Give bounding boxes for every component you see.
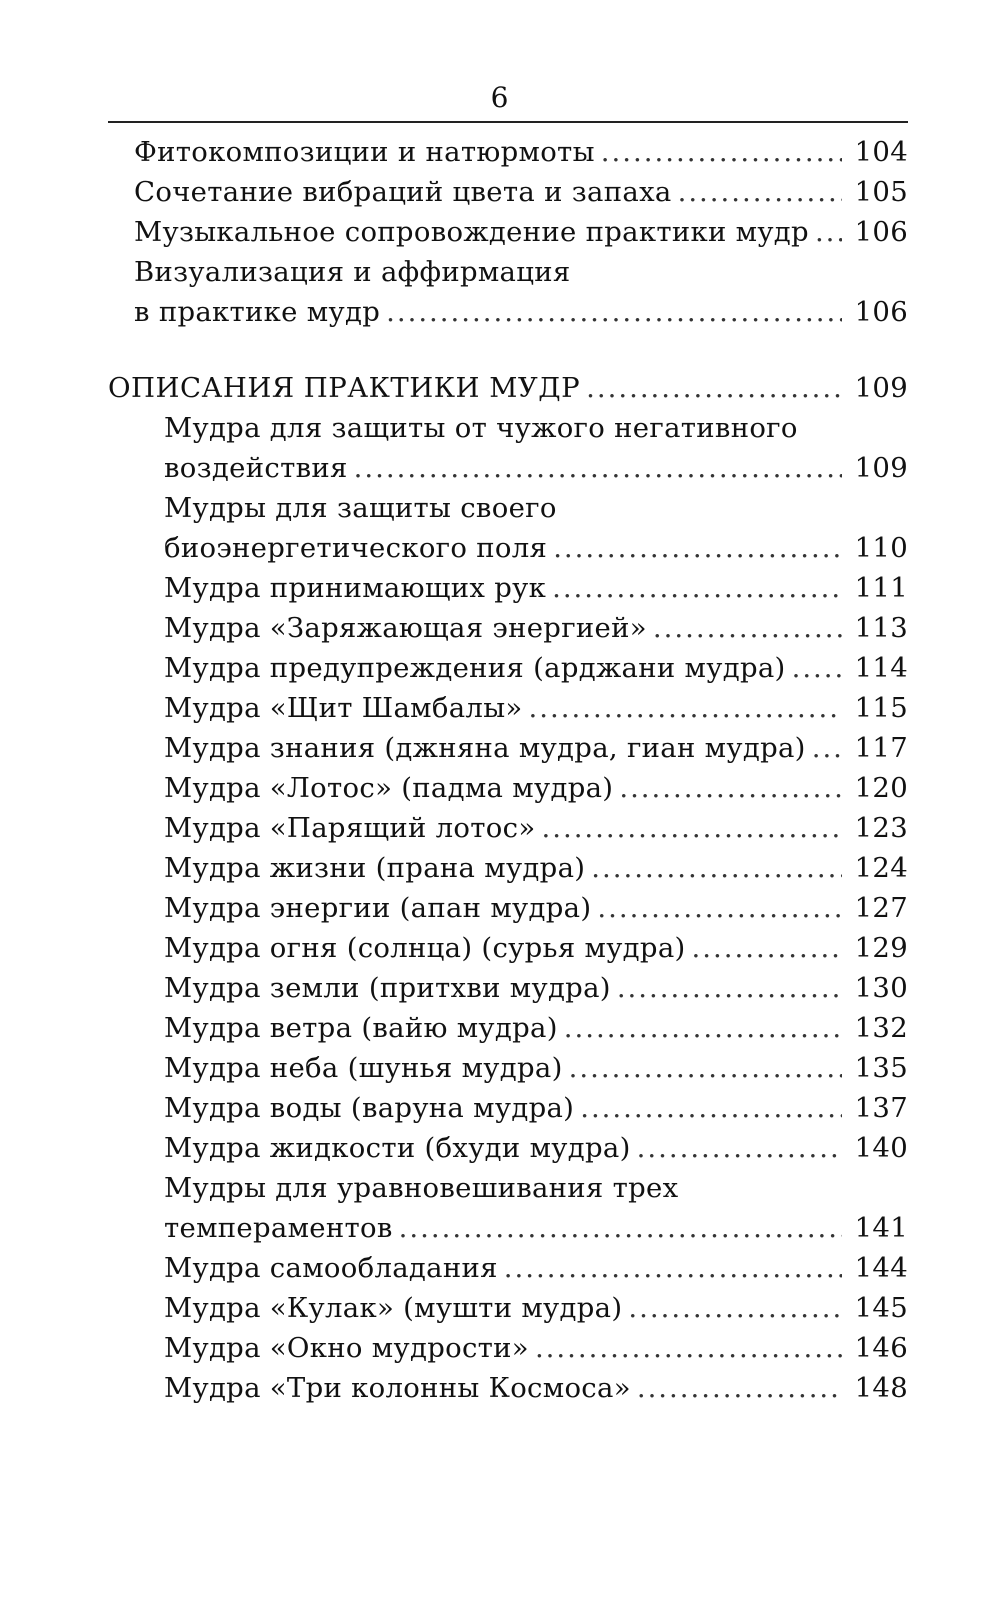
toc-entry-title: Мудра самообладания: [164, 1252, 498, 1284]
toc-entry-title: темпераментов: [164, 1212, 393, 1244]
toc-entry-title: Мудра «Заряжающая энергией»: [164, 612, 647, 644]
toc-entry-title: Сочетание вибраций цвета и запаха: [134, 176, 672, 208]
toc-entry: [108, 488, 908, 568]
toc-entry: [108, 1088, 908, 1128]
toc-entry-title: воздействия: [164, 452, 348, 484]
toc-entry-title: биоэнергетического поля: [164, 532, 548, 564]
toc-entry-line: [164, 1328, 908, 1368]
toc-entry-line: [164, 808, 908, 848]
dot-leader: [597, 888, 842, 928]
toc-entry-line: [164, 688, 908, 728]
toc-entry: [108, 1128, 908, 1168]
dot-leader: [569, 1048, 842, 1088]
toc-entry-line: [164, 568, 908, 608]
toc-entry-line: [164, 888, 908, 928]
toc-entry-title: Мудра «Лотос» (падма мудра): [164, 772, 614, 804]
dot-leader: [553, 528, 842, 568]
toc-entry-title: Мудра для защиты от чужого негативного: [164, 412, 798, 444]
toc-entry-line: [164, 1008, 908, 1048]
toc-page-number: 129: [854, 932, 908, 964]
toc-page-number: 141: [854, 1212, 908, 1244]
toc-entry-line: [164, 488, 908, 528]
dot-leader: [535, 1328, 842, 1368]
toc-entry-line: [164, 1088, 908, 1128]
toc-entry-line: [164, 1048, 908, 1088]
toc-entry: [108, 1048, 908, 1088]
dot-leader: [399, 1208, 842, 1248]
toc-page-number: 111: [854, 572, 908, 604]
toc-entry: [108, 1168, 908, 1248]
toc-entry-title: Визуализация и аффирмация: [134, 256, 571, 288]
toc-entry-line: [134, 172, 908, 212]
toc-entry-title: Мудра ветра (вайю мудра): [164, 1012, 558, 1044]
dot-leader: [564, 1008, 842, 1048]
toc-entry-line: [164, 968, 908, 1008]
toc-entry-line: [164, 728, 908, 768]
toc-entry-line: [164, 528, 908, 568]
toc-entry-title: Мудра знания (джняна мудра, гиан мудра): [164, 732, 806, 764]
toc-entry-line: [164, 1368, 908, 1408]
toc-entry: [108, 968, 908, 1008]
toc-page-number: 120: [854, 772, 908, 804]
toc-page-number: 137: [854, 1092, 908, 1124]
dot-leader: [580, 1088, 842, 1128]
toc-page-number: 106: [854, 296, 908, 328]
toc-entry: [108, 212, 908, 252]
dot-leader: [619, 768, 842, 808]
toc-page-number: 109: [854, 372, 908, 404]
toc-page-number: 146: [854, 1332, 908, 1364]
toc-page-number: 109: [854, 452, 908, 484]
toc-entry-line: [164, 1128, 908, 1168]
toc-entry: [108, 688, 908, 728]
toc-page-number: 115: [854, 692, 908, 724]
toc-page-number: 114: [854, 652, 908, 684]
toc-page-number: 110: [854, 532, 908, 564]
toc-page-number: 123: [854, 812, 908, 844]
dot-leader: [529, 688, 842, 728]
dot-leader: [628, 1288, 842, 1328]
header-rule: [108, 121, 908, 123]
dot-leader: [601, 132, 842, 172]
toc-entry-line: [164, 648, 908, 688]
toc-entry-line: [164, 608, 908, 648]
toc-page-number: 105: [854, 176, 908, 208]
toc-entry-line: [164, 1208, 908, 1248]
toc-entry-title: Мудры для защиты своего: [164, 492, 557, 524]
toc-entry-title: Мудра «Окно мудрости»: [164, 1332, 529, 1364]
toc-entry: [108, 1008, 908, 1048]
toc-entry: [108, 172, 908, 212]
toc-entry-title: Мудра земли (притхви мудра): [164, 972, 611, 1004]
toc-page-number: 117: [854, 732, 908, 764]
toc-entry-line: [134, 132, 908, 172]
toc-entry-title: Мудра жизни (прана мудра): [164, 852, 586, 884]
toc-entry-line: [164, 1248, 908, 1288]
toc-page-number: 104: [854, 136, 908, 168]
toc-entry-title: Мудра предупреждения (арджани мудра): [164, 652, 786, 684]
toc-entry: [108, 768, 908, 808]
toc-page-number: 127: [854, 892, 908, 924]
toc-entry-line: [134, 212, 908, 252]
toc-entry: [108, 1288, 908, 1328]
dot-leader: [617, 968, 842, 1008]
toc-entry-line: [164, 928, 908, 968]
toc-page-number: 145: [854, 1292, 908, 1324]
toc-page-number: 132: [854, 1012, 908, 1044]
toc-entry-line: [134, 292, 908, 332]
toc-entry-title: Мудра «Щит Шамбалы»: [164, 692, 523, 724]
dot-leader: [692, 928, 842, 968]
dot-leader: [678, 172, 842, 212]
toc-entry-title: Мудра «Кулак» (мушти мудра): [164, 1292, 623, 1324]
dot-leader: [653, 608, 842, 648]
dot-leader: [637, 1128, 842, 1168]
toc-entry-title: ОПИСАНИЯ ПРАКТИКИ МУДР: [108, 372, 581, 404]
toc-page-number: 124: [854, 852, 908, 884]
dot-leader: [812, 728, 842, 768]
toc-page-number: 113: [854, 612, 908, 644]
toc-entry: [108, 728, 908, 768]
toc-entry-title: Мудра воды (варуна мудра): [164, 1092, 575, 1124]
toc-entry-title: Мудра неба (шунья мудра): [164, 1052, 563, 1084]
toc-entry-title: Мудра «Три колонны Космоса»: [164, 1372, 631, 1404]
dot-leader: [792, 648, 842, 688]
toc-entry: [108, 1248, 908, 1288]
toc-entry: [108, 1368, 908, 1408]
toc-entry-line: [108, 368, 908, 408]
page-number: 6: [490, 81, 510, 114]
dot-leader: [591, 848, 842, 888]
toc-entry: [108, 648, 908, 688]
toc-entry: [108, 1328, 908, 1368]
toc-entry-title: Мудра энергии (апан мудра): [164, 892, 592, 924]
dot-leader: [386, 292, 842, 332]
toc-entry: [108, 808, 908, 848]
toc-entry-line: [164, 768, 908, 808]
toc-entry-title: Мудры для уравновешивания трех: [164, 1172, 679, 1204]
toc-page-number: 140: [854, 1132, 908, 1164]
dot-leader: [637, 1368, 842, 1408]
toc-page-number: 135: [854, 1052, 908, 1084]
dot-leader: [354, 448, 842, 488]
toc-entry-line: [164, 408, 908, 448]
dot-leader: [552, 568, 842, 608]
toc-page-number: 148: [854, 1372, 908, 1404]
toc-entry-title: Музыкальное сопровождение практики мудр: [134, 216, 809, 248]
dot-leader: [504, 1248, 842, 1288]
dot-leader: [541, 808, 842, 848]
toc-entry: [108, 888, 908, 928]
dot-leader: [815, 212, 842, 252]
toc-entry: [108, 252, 908, 332]
dot-leader: [586, 368, 842, 408]
toc-entry: [108, 568, 908, 608]
toc-entry-line: [134, 252, 908, 292]
table-of-contents: [108, 132, 908, 1408]
toc-entry-title: Мудра «Парящий лотос»: [164, 812, 536, 844]
toc-entry: [108, 928, 908, 968]
toc-entry-line: [164, 1168, 908, 1208]
toc-entry-line: [164, 1288, 908, 1328]
toc-entry: [108, 608, 908, 648]
toc-entry-line: [164, 848, 908, 888]
toc-entry-title: Мудра принимающих рук: [164, 572, 547, 604]
toc-entry-title: Фитокомпозиции и натюрмоты: [134, 136, 595, 168]
toc-page-number: 144: [854, 1252, 908, 1284]
toc-entry: [108, 132, 908, 172]
toc-entry-title: Мудра огня (солнца) (сурья мудра): [164, 932, 686, 964]
toc-entry-title: Мудра жидкости (бхуди мудра): [164, 1132, 631, 1164]
toc-section-heading: [108, 368, 908, 408]
toc-entry-line: [164, 448, 908, 488]
toc-entry: [108, 848, 908, 888]
toc-page-number: 106: [854, 216, 908, 248]
toc-entry-title: в практике мудр: [134, 296, 381, 328]
toc-entry: [108, 408, 908, 488]
toc-page-number: 130: [854, 972, 908, 1004]
